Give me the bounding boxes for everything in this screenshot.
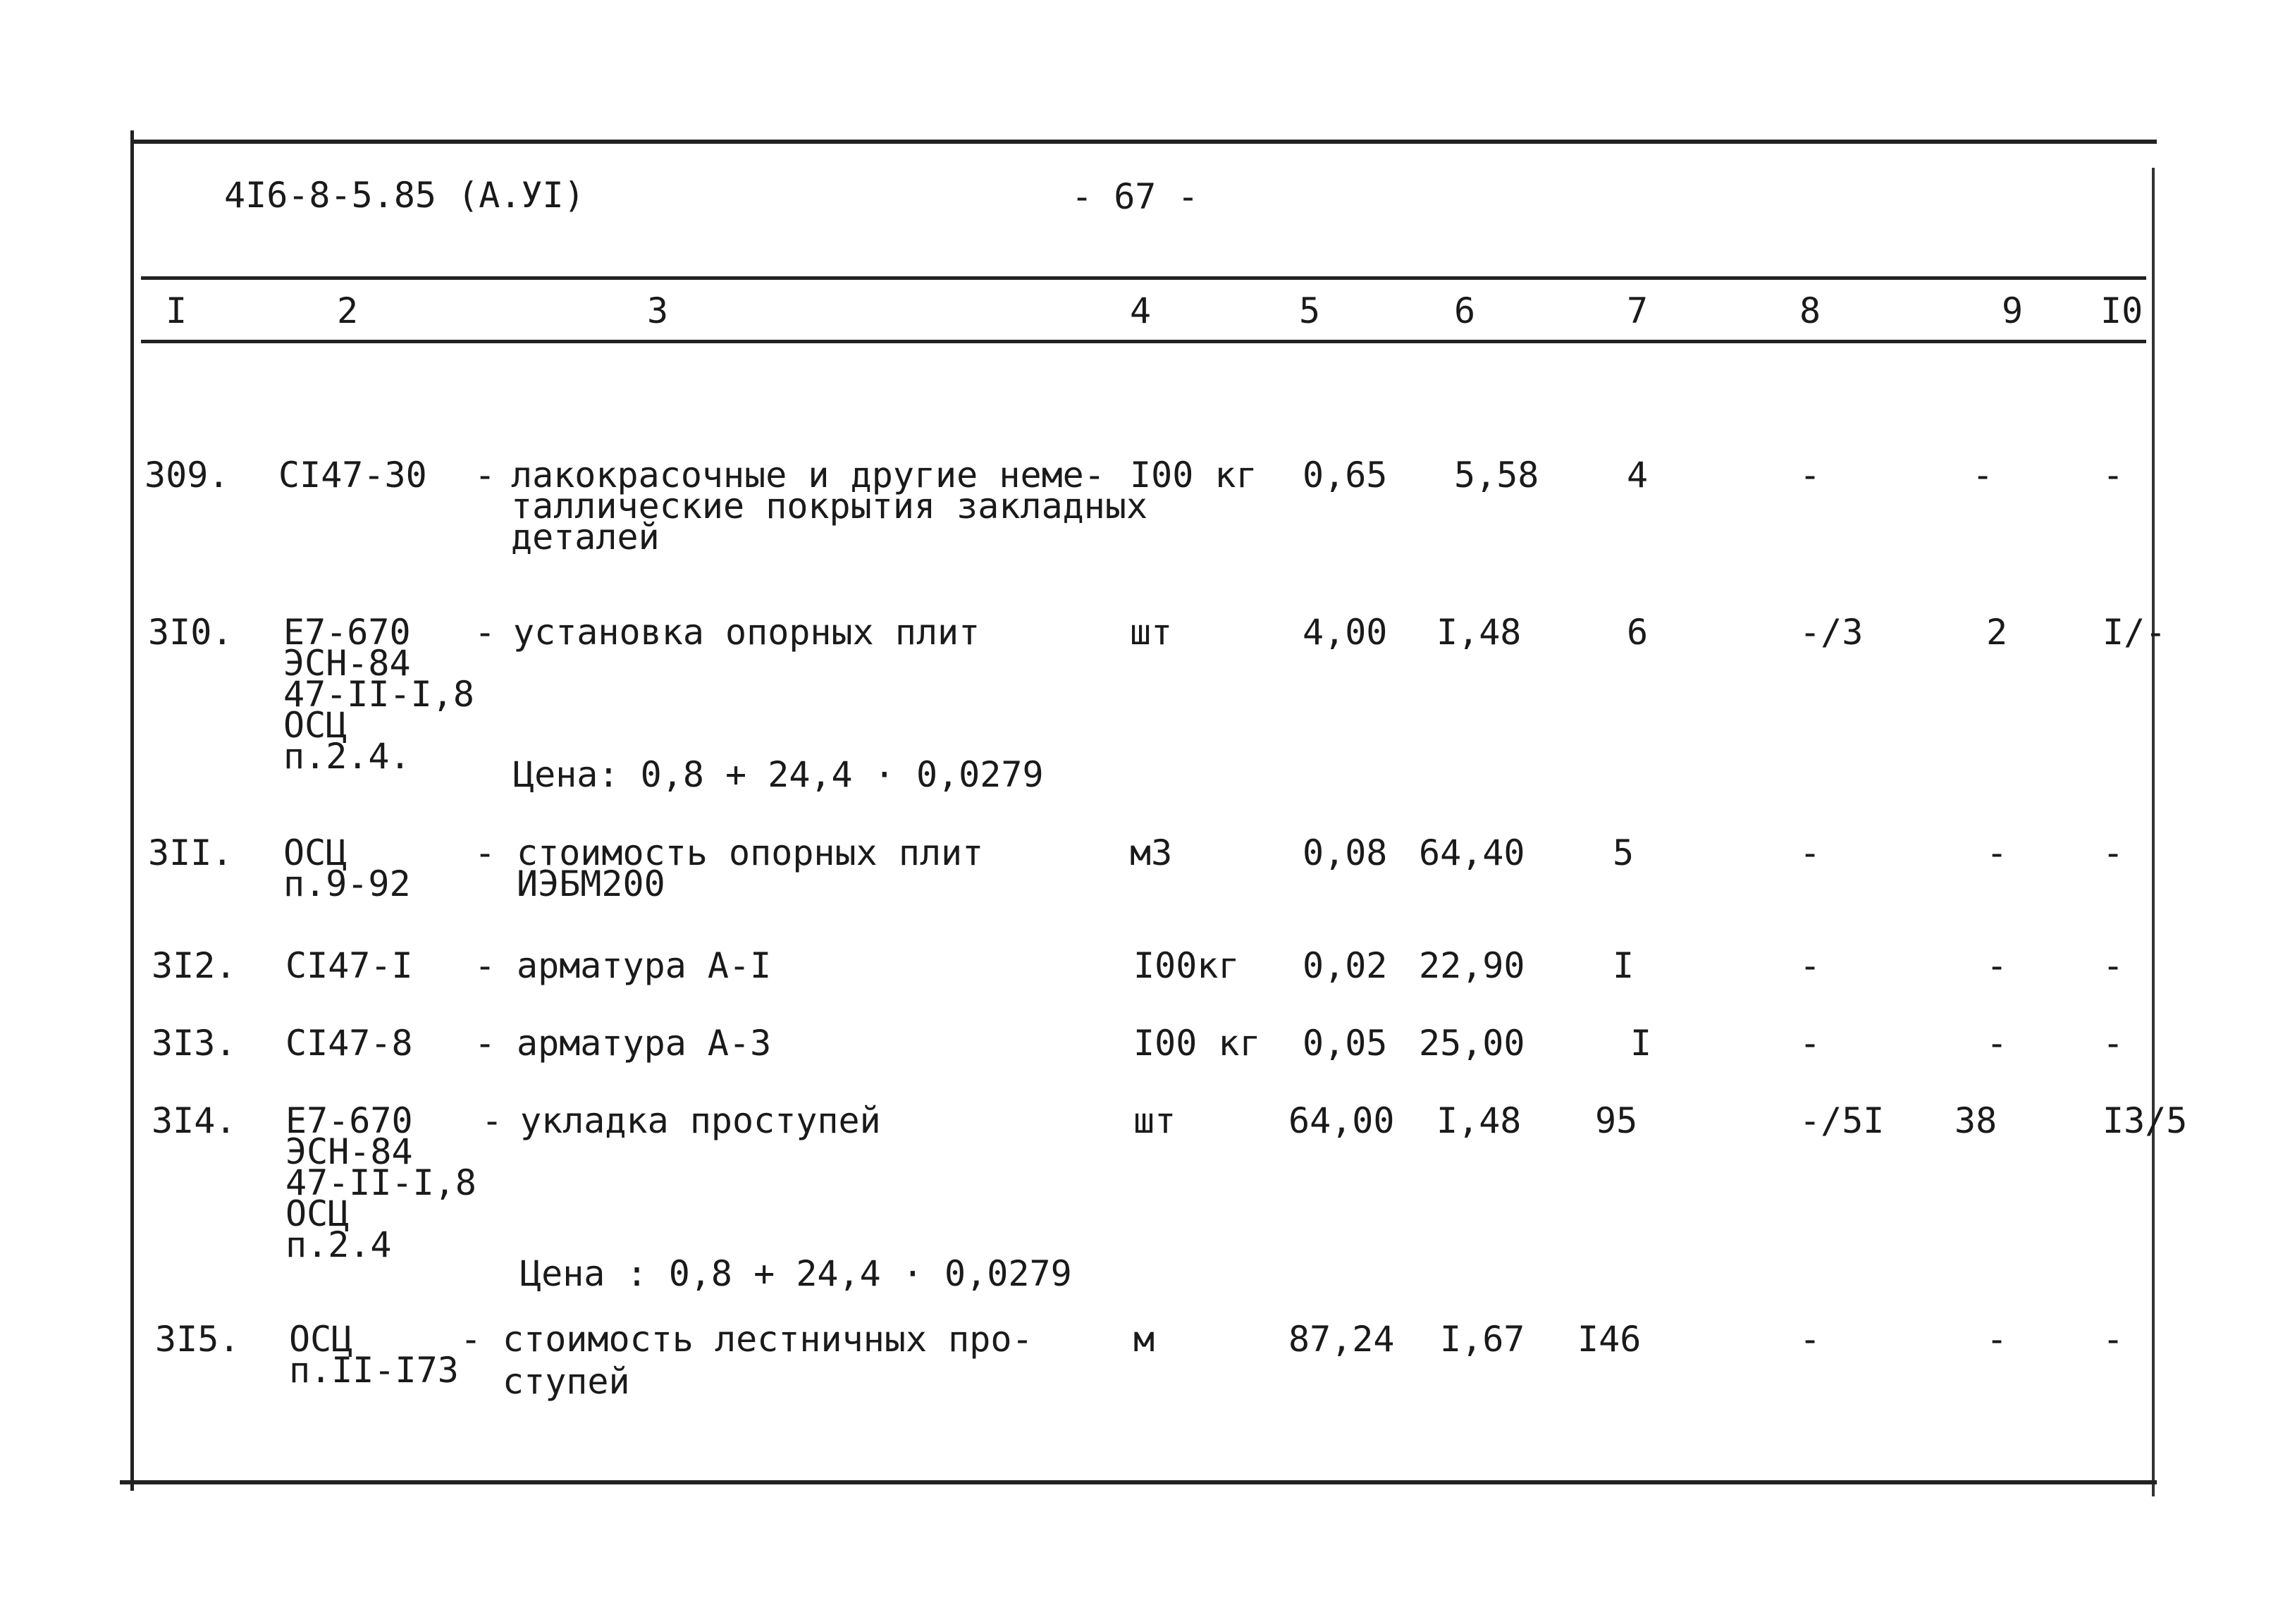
row-price-formula: Цена: 0,8 + 24,4 · 0,0279 xyxy=(513,754,1044,795)
row-col5: 0,65 xyxy=(1303,455,1388,496)
row-code-line: CI47-30 xyxy=(278,455,427,496)
row-col7: 4 xyxy=(1627,455,1649,496)
row-col10: - xyxy=(2103,832,2124,873)
row-col10: - xyxy=(2103,455,2124,496)
row-col7: 6 xyxy=(1627,612,1649,653)
column-number-5: 5 xyxy=(1299,290,1321,331)
row-col7: I xyxy=(1630,1023,1652,1064)
row-dash: - xyxy=(481,1100,503,1141)
row-col5: 0,05 xyxy=(1303,1023,1388,1064)
row-col5: 87,24 xyxy=(1288,1319,1395,1360)
row-code-line: п.9-92 xyxy=(283,863,411,904)
row-code-line: 47-II-I,8 xyxy=(285,1162,476,1203)
row-col8: - xyxy=(1799,455,1821,496)
row-code-line: ЭСН-84 xyxy=(283,643,411,684)
row-dash: - xyxy=(474,945,496,986)
row-code-line: ОСЦ xyxy=(285,1193,350,1234)
frame-bottom-border xyxy=(120,1480,2157,1484)
row-code-line: п.II-I73 xyxy=(289,1350,459,1391)
row-code-line: п.2.4 xyxy=(285,1224,392,1265)
document-code: 4I6-8-5.85 (А.УI) xyxy=(224,175,585,216)
row-col9: - xyxy=(1986,1023,2008,1064)
row-col10: I/- xyxy=(2103,612,2167,653)
column-number-1: I xyxy=(166,290,187,331)
header-rule-bottom xyxy=(141,340,2146,343)
row-unit: I00кг xyxy=(1133,945,1240,986)
row-description-line: укладка проступей xyxy=(520,1100,881,1141)
row-description-line: арматура А-I xyxy=(517,945,772,986)
row-col9: - xyxy=(1986,945,2008,986)
row-col10: - xyxy=(2103,1023,2124,1064)
row-number: 309. xyxy=(144,455,230,496)
row-description-line: лакокрасочные и другие неме- xyxy=(511,455,1105,496)
row-dash: - xyxy=(474,1023,496,1064)
row-description-line: арматура А-3 xyxy=(517,1023,772,1064)
row-number: 3I5. xyxy=(155,1319,240,1360)
row-col6: 5,58 xyxy=(1454,455,1539,496)
row-col8: - xyxy=(1799,945,1821,986)
row-col8: -/3 xyxy=(1799,612,1864,653)
row-col6: I,67 xyxy=(1440,1319,1525,1360)
page-number: - 67 - xyxy=(1071,176,1199,217)
row-code-line: CI47-I xyxy=(285,945,413,986)
row-col8: - xyxy=(1799,1319,1821,1360)
row-code-line: ОСЦ xyxy=(289,1319,353,1360)
row-description-line: стоимость лестничных про- xyxy=(503,1319,1033,1360)
row-unit: I00 кг xyxy=(1130,455,1257,496)
row-col6: I,48 xyxy=(1436,612,1522,653)
row-code-line: 47-II-I,8 xyxy=(283,674,474,715)
row-description-line: таллические покрытия закладных xyxy=(511,486,1148,527)
row-col5: 64,00 xyxy=(1288,1100,1395,1141)
column-number-4: 4 xyxy=(1130,290,1152,331)
row-unit: м3 xyxy=(1130,832,1173,873)
row-col7: 95 xyxy=(1595,1100,1638,1141)
row-unit: шт xyxy=(1130,612,1173,653)
row-col10: I3/5 xyxy=(2103,1100,2188,1141)
row-col10: - xyxy=(2103,945,2124,986)
row-dash: - xyxy=(474,832,496,873)
row-col6: 64,40 xyxy=(1419,832,1525,873)
row-unit: м xyxy=(1133,1319,1155,1360)
row-unit: шт xyxy=(1133,1100,1176,1141)
row-col7: I xyxy=(1613,945,1635,986)
column-number-10: I0 xyxy=(2100,290,2143,331)
row-code-line: ОСЦ xyxy=(283,705,347,746)
row-col8: -/5I xyxy=(1799,1100,1885,1141)
row-col5: 0,08 xyxy=(1303,832,1388,873)
row-code-line: ОСЦ xyxy=(283,832,347,873)
row-number: 3I3. xyxy=(152,1023,237,1064)
row-number: 3I0. xyxy=(148,612,233,653)
row-code-line: Е7-670 xyxy=(283,612,411,653)
row-code-line: CI47-8 xyxy=(285,1023,413,1064)
row-col9: - xyxy=(1986,832,2008,873)
row-col6: 25,00 xyxy=(1419,1023,1525,1064)
frame-left-border xyxy=(130,130,134,1491)
row-col9: - xyxy=(1972,455,1994,496)
frame-top-border xyxy=(130,140,2157,144)
row-col8: - xyxy=(1799,1023,1821,1064)
row-col6: 22,90 xyxy=(1419,945,1525,986)
row-col10: - xyxy=(2103,1319,2124,1360)
row-col5: 4,00 xyxy=(1303,612,1388,653)
row-col9: 38 xyxy=(1954,1100,1997,1141)
row-description-line: установка опорных плит xyxy=(513,612,980,653)
row-dash: - xyxy=(460,1319,482,1360)
row-dash: - xyxy=(474,455,496,496)
frame-right-border xyxy=(2152,168,2155,1496)
column-number-8: 8 xyxy=(1799,290,1821,331)
row-price-formula: Цена : 0,8 + 24,4 · 0,0279 xyxy=(520,1253,1072,1294)
row-col5: 0,02 xyxy=(1303,945,1388,986)
row-number: 3I2. xyxy=(152,945,237,986)
row-number: 3II. xyxy=(148,832,233,873)
row-description-line: ступей xyxy=(503,1361,630,1402)
column-number-3: 3 xyxy=(647,290,669,331)
row-code-line: п.2.4. xyxy=(283,736,411,777)
column-number-6: 6 xyxy=(1454,290,1476,331)
row-description-line: стоимость опорных плит xyxy=(517,832,984,873)
row-dash: - xyxy=(474,612,496,653)
column-number-9: 9 xyxy=(2002,290,2024,331)
row-number: 3I4. xyxy=(152,1100,237,1141)
row-description-line: деталей xyxy=(511,517,660,558)
column-number-2: 2 xyxy=(337,290,359,331)
column-number-7: 7 xyxy=(1627,290,1649,331)
row-code-line: ЭСН-84 xyxy=(285,1131,413,1172)
row-col8: - xyxy=(1799,832,1821,873)
row-description-line: ИЭБМ200 xyxy=(517,863,665,904)
row-col7: 5 xyxy=(1613,832,1635,873)
row-col6: I,48 xyxy=(1436,1100,1522,1141)
row-col9: - xyxy=(1986,1319,2008,1360)
row-code-line: Е7-670 xyxy=(285,1100,413,1141)
row-unit: I00 кг xyxy=(1133,1023,1261,1064)
header-rule-top xyxy=(141,276,2146,280)
row-col7: I46 xyxy=(1577,1319,1642,1360)
row-col9: 2 xyxy=(1986,612,2008,653)
